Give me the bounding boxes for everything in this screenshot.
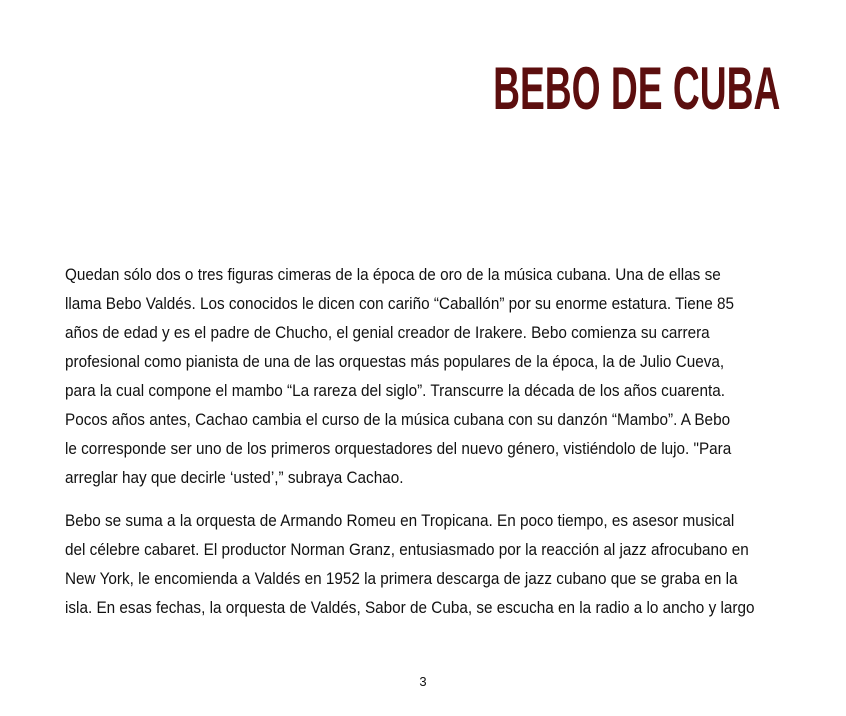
body-text (65, 260, 793, 622)
paragraph-1 (65, 260, 793, 492)
text-line: llama Bebo Valdés. Los conocidos le dicen con cariño “Caballón” por su enorme estatura. Tiene 85 (65, 294, 735, 313)
text-line: isla. En esas fechas, la orquesta de Valdés, Sabor de Cuba, se escucha en la radio a lo ancho y largo (65, 598, 755, 617)
text-line: Pocos años antes, Cachao cambia el curso de la música cubana con su danzón “Mambo”. A Bebo (65, 410, 731, 429)
text-line: Quedan sólo dos o tres figuras cimeras de la época de oro de la música cubana. Una de ellas se (65, 265, 721, 284)
page-title: BEBO DE CUBA (492, 55, 780, 122)
text-line: New York, le encomienda a Valdés en 1952 la primera descarga de jazz cubano que se graba en la (65, 569, 738, 588)
text-line: le corresponde ser uno de los primeros orquestadores del nuevo género, vistiéndolo de lujo. "Para (65, 439, 732, 458)
text-line: del célebre cabaret. El productor Norman Granz, entusiasmado por la reacción al jazz afrocubano en (65, 540, 749, 559)
text-line: arreglar hay que decirle ‘usted’,” subraya Cachao. (65, 468, 404, 487)
text-line: Bebo se suma a la orquesta de Armando Romeu en Tropicana. En poco tiempo, es asesor musical (65, 511, 735, 530)
text-line: profesional como pianista de una de las orquestas más populares de la época, la de Julio Cueva, (65, 352, 725, 371)
text-line: años de edad y es el padre de Chucho, el genial creador de Irakere. Bebo comienza su carrera (65, 323, 710, 342)
text-line: para la cual compone el mambo “La rareza del siglo”. Transcurre la década de los años cuarenta. (65, 381, 725, 400)
page-number: 3 (419, 674, 427, 689)
paragraph-2 (65, 506, 793, 622)
